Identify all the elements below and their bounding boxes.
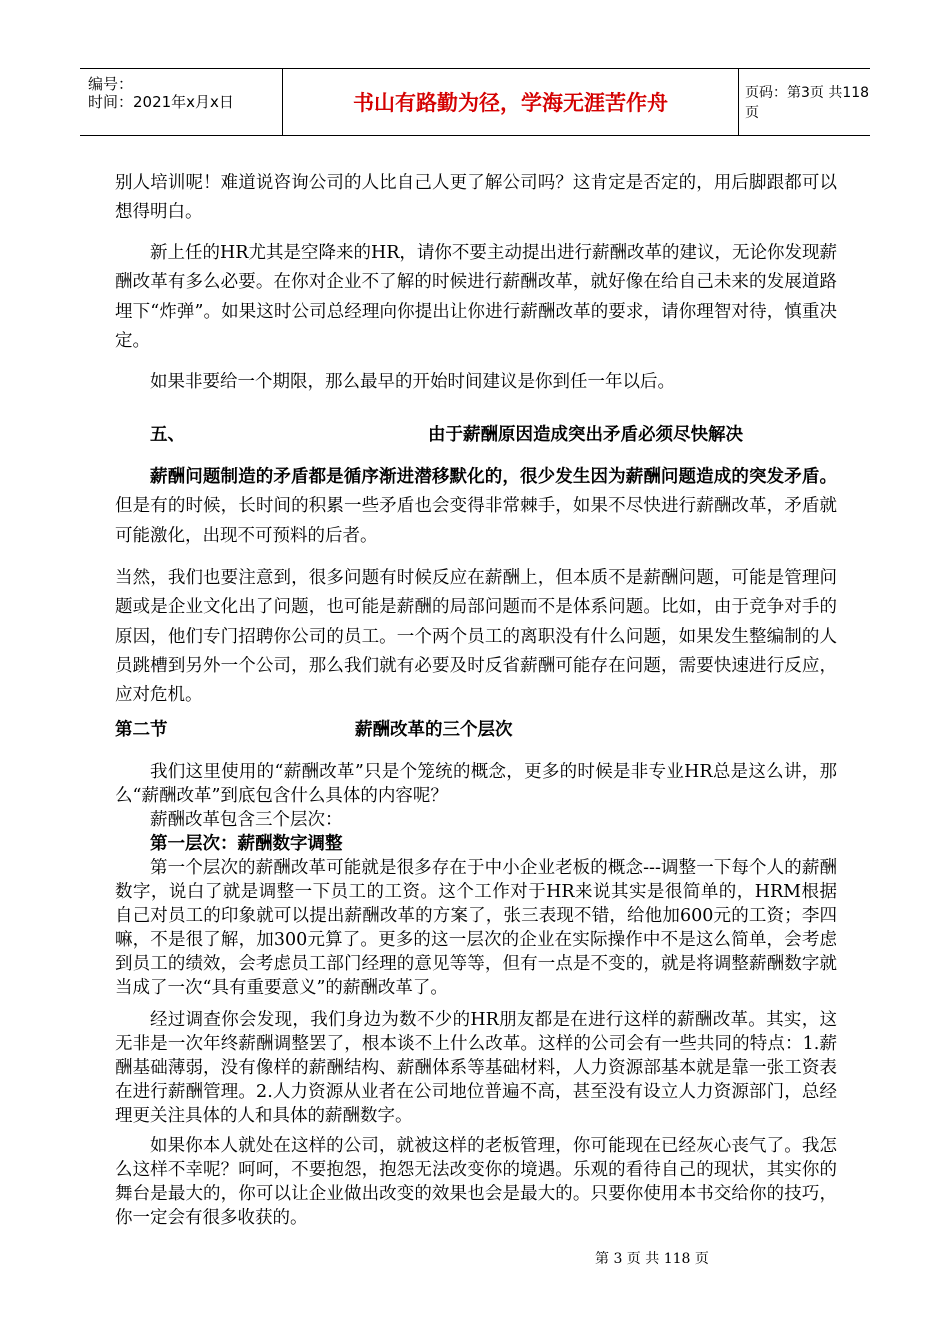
- paragraph-10: 经过调查你会发现，我们身边为数不少的HR朋友都是在进行这样的薪酬改革。其实，这无非是一次年终薪酬调整罢了，根本谈不上什么改革。这样的公司会有一些共同的特点：1.薪酬基础薄弱，没有像样的薪酬结构、薪酬体系等基础材料，人力资源部基本就是靠一张工资表在进行薪酬管理。2.人力资源从业者在公司地位普遍不高，甚至没有设立人力资源部门，总经理更关注具体的人和具体的薪酬数字。: [115, 1010, 837, 1126]
- level-one-heading: 第一层次：薪酬数字调整: [150, 834, 343, 854]
- motto: 书山有路勤为径，学海无涯苦作舟: [283, 69, 739, 135]
- paragraph-9: 第一个层次的薪酬改革可能就是很多存在于中小企业老板的概念---调整一下每个人的薪酬数字，说白了就是调整一下员工的工资。这个工作对于HR来说其实是很简单的，HRM根据自己对员工的印象就可以提出薪酬改革的方案了，张三表现不错，给他加600元的工资；李四嘛，不是很了解，加300元算了。更多的这一层次的企业在实际操作中不是这么简单，会考虑到员工的绩效，会考虑员工部门经理的意见等等，但有一点是不变的，就是将调整薪酬数字就当成了一次“具有重要意义”的薪酬改革了。: [115, 858, 837, 998]
- time-label: 时间：2021年x月x日: [88, 93, 234, 111]
- section-title: 薪酬改革的三个层次: [355, 720, 513, 740]
- page-label: 页码：第3页 共118页: [745, 85, 870, 121]
- paragraph-4-bold: 薪酬问题制造的矛盾都是循序渐进潜移默化的，很少发生因为薪酬问题造成的突发矛盾。: [150, 467, 837, 487]
- header-meta-cell: [80, 69, 283, 135]
- paragraph-11: 如果你本人就处在这样的公司，就被这样的老板管理，你可能现在已经灰心丧气了。我怎么这样不幸呢？呵呵，不要抱怨，抱怨无法改变你的境遇。乐观的看待自己的现状，其实你的舞台是最大的，你可以让企业做出改变的效果也会是最大的。只要你使用本书交给你的技巧，你一定会有很多收获的。: [115, 1136, 837, 1228]
- paragraph-4: [115, 463, 837, 551]
- paragraph-2: 新上任的HR尤其是空降来的HR，请你不要主动提出进行薪酬改革的建议，无论你发现薪酬改革有多么必要。在你对企业不了解的时候进行薪酬改革，就好像在给自己未来的发展道路埋下“炸弹”。如果这时公司总经理向你提出让你进行薪酬改革的要求，请你理智对待，慎重决定。: [115, 243, 837, 351]
- paragraph-6: 我们这里使用的“薪酬改革”只是个笼统的概念，更多的时候是非专业HR总是这么讲，那么“薪酬改革”到底包含什么具体的内容呢？: [115, 762, 837, 806]
- section-five-title: 由于薪酬原因造成突出矛盾必须尽快解决: [428, 425, 743, 445]
- section-number: 第二节: [115, 720, 168, 740]
- paragraph-7: 薪酬改革包含三个层次：: [150, 810, 343, 830]
- paragraph-3: 如果非要给一个期限，那么最早的开始时间建议是你到任一年以后。: [150, 372, 675, 392]
- section-five-number: 五、: [150, 425, 185, 445]
- header-table: [80, 68, 870, 136]
- page-footer: 第 3 页 共 118 页: [595, 1251, 709, 1267]
- number-label: 编号：: [88, 75, 134, 93]
- paragraph-1: 别人培训呢！难道说咨询公司的人比自己人更了解公司吗？这肯定是否定的，用后脚跟都可以想得明白。: [115, 173, 837, 223]
- paragraph-5: 当然，我们也要注意到，很多问题有时候反应在薪酬上，但本质不是薪酬问题，可能是管理问题或是企业文化出了问题，也可能是薪酬的局部问题而不是体系问题。比如，由于竞争对手的原因，他们专门招聘你公司的员工。一个两个员工的离职没有什么问题，如果发生整编制的人员跳槽到另外一个公司，那么我们就有必要及时反省薪酬可能存在问题，需要快速进行反应，应对危机。: [115, 568, 837, 706]
- paragraph-4-rest: 但是有的时候，长时间的积累一些矛盾也会变得非常棘手，如果不尽快进行薪酬改革，矛盾就可能激化，出现不可预料的后者。: [115, 496, 837, 546]
